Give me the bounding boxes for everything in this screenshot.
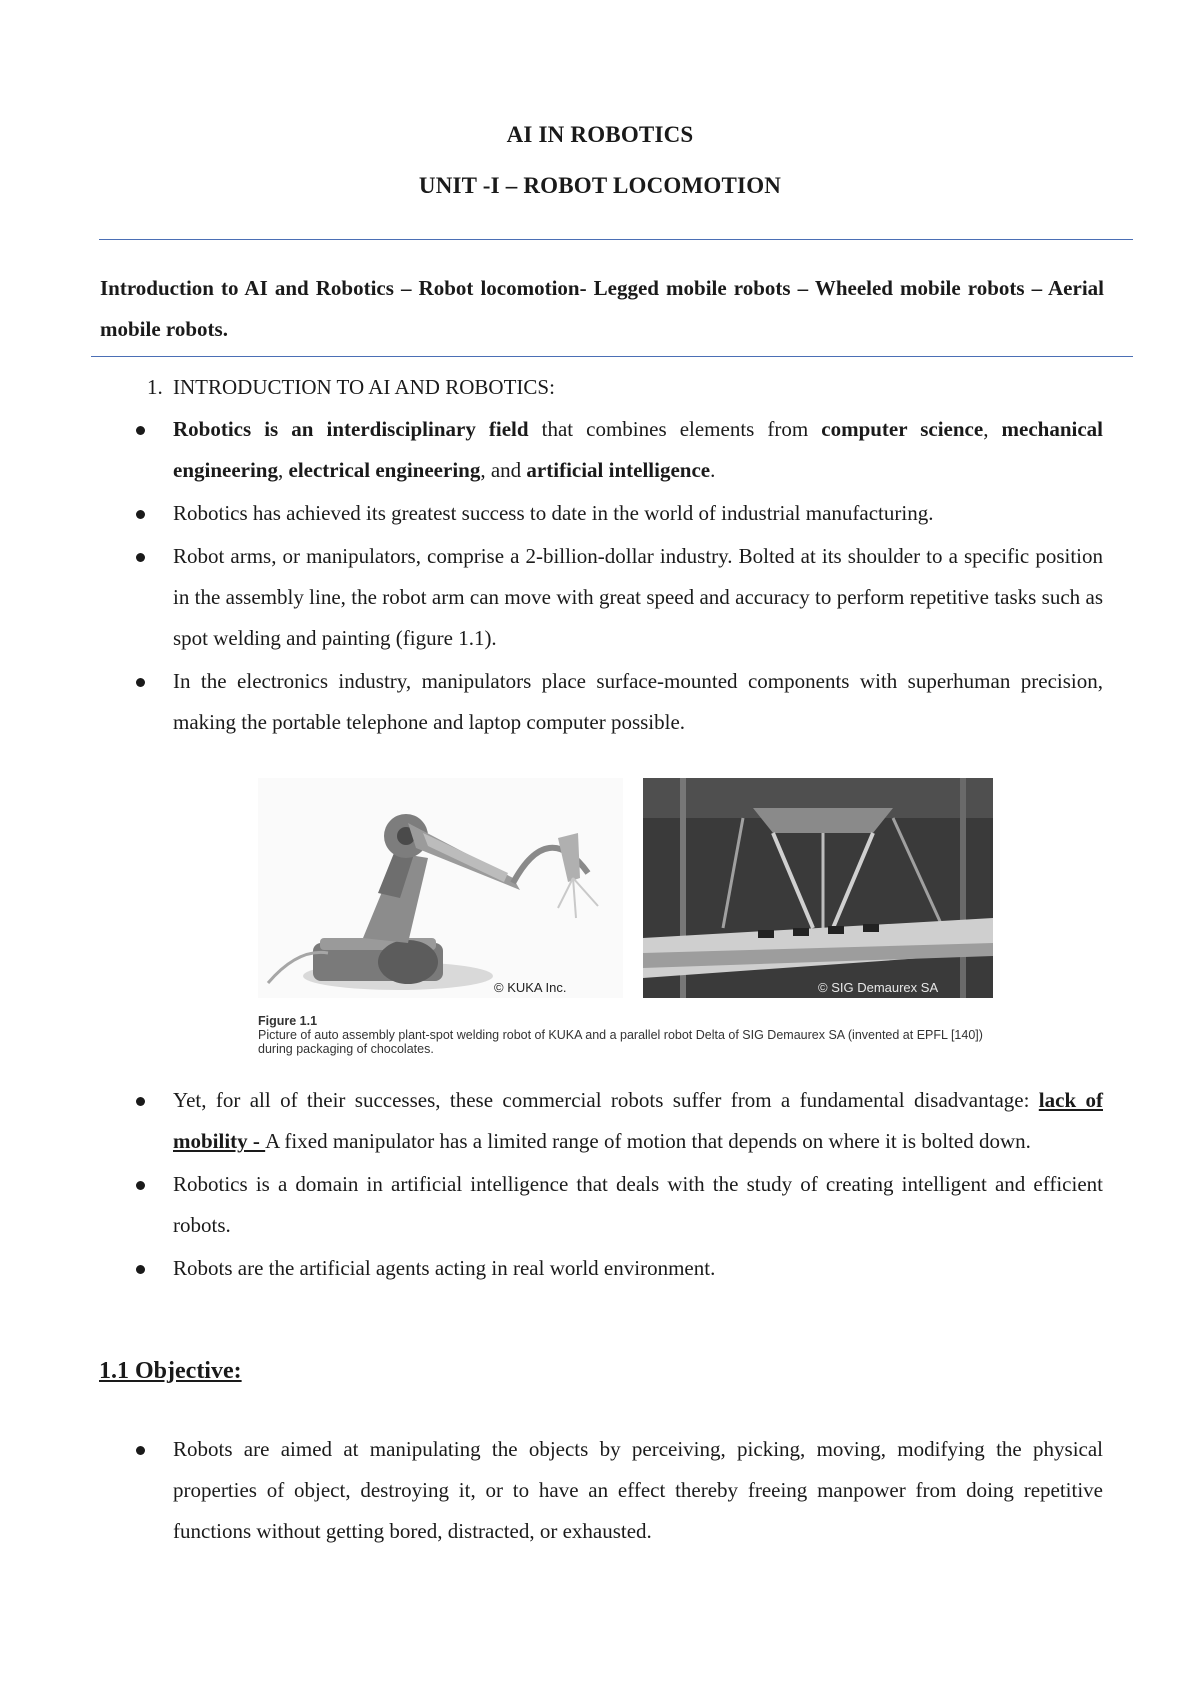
list-item [0, 1080, 1103, 1162]
bullet-icon [136, 1446, 145, 1455]
photo-credit: © KUKA Inc. [494, 980, 567, 995]
list-item [0, 493, 1103, 534]
bullet-text: Robotics is a domain in artificial intelligence that deals with the study of creating intelligent and efficient robots. [173, 1172, 1103, 1237]
bold-term: Robotics is an interdisciplinary field [173, 417, 529, 441]
section-heading-text: INTRODUCTION TO AI AND ROBOTICS: [173, 375, 555, 399]
introduction-bullet-list [0, 409, 1200, 745]
bold-term: artificial intelligence [526, 458, 711, 482]
text-run: . [710, 458, 716, 482]
bold-term: computer science [821, 417, 984, 441]
photo-credit: © SIG Demaurex SA [818, 980, 939, 995]
bullet-icon [136, 510, 145, 519]
kuka-welding-robot-photo [258, 778, 623, 998]
figure-1-1 [258, 778, 998, 1060]
underlined-term: lack of mobility - [173, 1088, 1103, 1153]
bullet-icon [136, 1181, 145, 1190]
text-run: , [983, 417, 1002, 441]
bullet-icon [136, 678, 145, 687]
objective-heading: 1.1 Objective: [99, 1358, 242, 1384]
bullet-text: Robots are aimed at manipulating the objects by perceiving, picking, moving, modifying the physical properties of object, destroying it, or to have an effect thereby freeing manpower from doing repetitive functions without getting bored, distracted, or exhausted. [173, 1437, 1103, 1543]
syllabus-topics: Introduction to AI and Robotics – Robot locomotion- Legged mobile robots – Wheeled mobile robots – Aerial mobile robots. [100, 276, 1104, 341]
bold-term: mechanical engineering [173, 417, 1103, 482]
text-run: A fixed manipulator has a limited range of motion that depends on where it is bolted down. [265, 1129, 1031, 1153]
text-run: , [278, 458, 289, 482]
bullet-icon [136, 1265, 145, 1274]
bold-term: electrical engineering [288, 458, 481, 482]
bullet-text: Robots are the artificial agents acting in real world environment. [173, 1256, 716, 1280]
section-heading-introduction [147, 372, 555, 402]
text-run: Yet, for all of their successes, these commercial robots suffer from a fundamental disadvantage: [173, 1088, 1039, 1112]
unit-title: UNIT -I – ROBOT LOCOMOTION [418, 173, 782, 198]
mobility-bullet-list [0, 1080, 1200, 1291]
bullet-icon [136, 426, 145, 435]
figure-caption-text: Picture of auto assembly plant-spot welding robot of KUKA and a parallel robot Delta of SIG Demaurex SA (invented at EPFL [140]) during packaging of chocolates. [258, 1028, 983, 1056]
bullet-icon [136, 1097, 145, 1106]
bullet-text: Robotics has achieved its greatest success to date in the world of industrial manufacturing. [173, 501, 934, 525]
top-divider [99, 239, 1133, 240]
document-title: AI IN ROBOTICS [506, 122, 694, 147]
list-item [0, 661, 1103, 743]
bottom-divider [91, 356, 1133, 357]
bullet-text: Robot arms, or manipulators, comprise a 2-billion-dollar industry. Bolted at its shoulder to a specific position in the assembly line, the robot arm can move with great speed and accuracy to perform repetitive tasks such as spot welding and painting (figure 1.1). [173, 544, 1103, 650]
list-item [0, 536, 1103, 659]
list-item [0, 1248, 1103, 1289]
text-run: that combines elements from [528, 417, 822, 441]
list-item [0, 409, 1103, 491]
text-run: , and [480, 458, 527, 482]
objective-bullet-list [0, 1429, 1200, 1554]
list-item [0, 1429, 1103, 1552]
bullet-icon [136, 553, 145, 562]
list-item [0, 1164, 1103, 1246]
figure-label: Figure 1.1 [258, 1014, 318, 1028]
bullet-text: In the electronics industry, manipulators place surface-mounted components with superhuman precision, making the portable telephone and laptop computer possible. [173, 669, 1103, 734]
figure-caption [258, 1014, 998, 1056]
robot-arm-icon [258, 778, 623, 998]
parallel-robot-icon [643, 778, 993, 998]
section-number: 1. [147, 375, 163, 399]
sig-delta-robot-photo [643, 778, 993, 998]
